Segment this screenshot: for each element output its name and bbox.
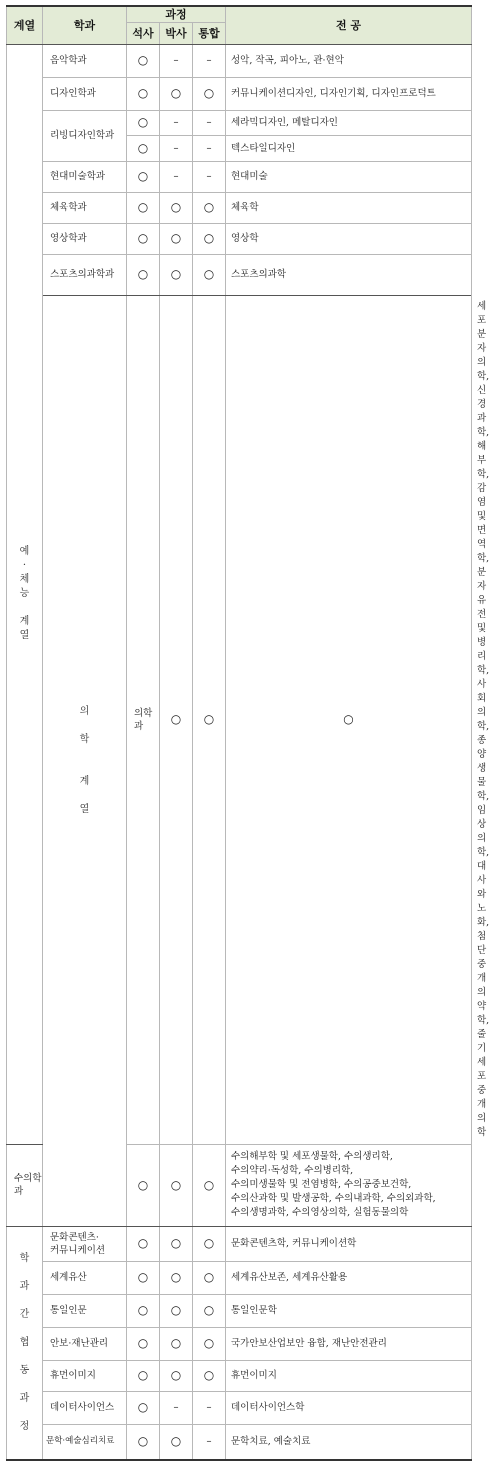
masters-mark: ○ [127, 1261, 160, 1294]
major-line: 수의미생물학 및 전염병학, 수의공중보건학, [231, 1179, 412, 1190]
category-spacer [7, 1350, 42, 1364]
major-cell: 휴먼이미지 [226, 1360, 472, 1391]
integrated-mark: – [193, 1424, 226, 1460]
category-char: 동 [19, 1364, 30, 1376]
doctoral-mark: – [160, 110, 193, 135]
masters-mark: ○ [127, 1226, 160, 1261]
category-medical [43, 295, 127, 1226]
integrated-mark: ○ [193, 1261, 226, 1294]
category-char: 의 [79, 705, 90, 717]
major-cell: 문화콘텐츠학, 커뮤니케이션학 [226, 1226, 472, 1261]
dept-cell: 리빙디자인학과 [43, 110, 127, 161]
integrated-mark: – [193, 1391, 226, 1424]
major-cell: 텍스타일디자인 [226, 135, 472, 161]
category-interdisciplinary [7, 1226, 43, 1460]
category-char: 체 [19, 574, 30, 585]
category-char: 열 [19, 630, 30, 641]
doctoral-mark: ○ [160, 1144, 193, 1226]
major-cell: 국가안보산업보안 융합, 재난안전관리 [226, 1327, 472, 1360]
category-char: 학 [79, 733, 90, 745]
category-spacer [43, 719, 126, 733]
category-char: 열 [79, 803, 90, 815]
doctoral-mark: ○ [160, 1360, 193, 1391]
category-char: · [22, 560, 27, 571]
integrated-mark: – [193, 161, 226, 192]
header-course: 과정 [127, 6, 226, 22]
dept-cell: 휴먼이미지 [43, 1360, 127, 1391]
major-line: 수의산과학 및 발생공학, 수의내과학, 수의외과학, [231, 1193, 436, 1204]
category-spacer [43, 761, 126, 775]
category-char: 능 [19, 588, 30, 599]
major-line: 수의해부학 및 세포생물학, 수의생리학, [231, 1151, 393, 1162]
category-char: 과 [19, 1280, 30, 1292]
program-table: 계열 학과 과정 전 공 석사 박사 통합 예 · 체 능 계 열 음악학과 ○ – – 성악, 작곡, 피아노, 관·현악 디자인학과 ○ ○ ○ 커뮤니케이션디자인, 디자인기획, 디자인프로덕트 리빙디자인학과 ○ – – 세라믹디자인, 메탈디자인 ○ – – 텍스타일디자인 현대미술학과 ○ – – 현대미술 체육학과 ○ ○ ○ 체육학 영상학과 ○ ○ ○ 영상학 스포츠의과학과 ○ ○ ○ 스포츠의과학 의 학 계 열 의학과 ○ ○ ○ 세포분자의학, 신경과학, 해부학, 감염및면역학, 분자유전및병리학, 사회의학, 종양생물학, 임상의학, 대사와 노화, 첨단중개 의약학, 줄기세포 중개의학 수의학과 ○ ○ ○ 수의해부학 및 세포생물학, 수의생리학, 수의약리·독성학, 수의병리학, 수의미생물학 및 전염병학, 수의공중보건학, 수의산과학 및 발생공학, 수의내과학, 수의외과학, 수의생명과학, 수의영상의학, 실험동물의학 학 과 간 협 동 과 정 문화콘텐츠· 커뮤니케이션 ○ ○ ○ 문화콘텐츠학, 커뮤니케이션학 세계유산 ○ ○ ○ 세계유산보존, 세계유산활용 통일인문 ○ ○ ○ 통일인문학 안보·재난관리 ○ ○ ○ 국가안보산업보안 융합, 재난안전관리 휴먼이미지 ○ ○ ○ 휴먼이미지 데이터사이언스 ○ – – 데이터사이언스학 문학·예술심리치료 ○ ○ – 문학치료, 예술치료 [6, 5, 472, 1461]
doctoral-mark: ○ [160, 254, 193, 295]
major-cell: 영상학 [226, 223, 472, 254]
dept-line: 문화콘텐츠· [50, 1231, 99, 1243]
integrated-mark: ○ [193, 1294, 226, 1327]
integrated-mark: ○ [193, 1360, 226, 1391]
header-category: 계열 [7, 6, 43, 44]
category-arts [7, 44, 43, 1144]
doctoral-mark: ○ [160, 1327, 193, 1360]
masters-mark: ○ [127, 110, 160, 135]
major-cell: 현대미술 [226, 161, 472, 192]
dept-cell [43, 1226, 127, 1261]
header-doctoral: 박사 [160, 22, 193, 44]
category-spacer [43, 789, 126, 803]
masters-mark: ○ [127, 1391, 160, 1424]
masters-mark: ○ [127, 1327, 160, 1360]
doctoral-mark: ○ [160, 1261, 193, 1294]
major-cell: 세계유산보존, 세계유산활용 [226, 1261, 472, 1294]
header-dept: 학과 [43, 6, 127, 44]
masters-mark: ○ [127, 161, 160, 192]
category-spacer [7, 1406, 42, 1420]
integrated-mark: ○ [193, 1144, 226, 1226]
category-char: 협 [19, 1336, 30, 1348]
doctoral-mark: – [160, 161, 193, 192]
doctoral-mark: ○ [160, 192, 193, 223]
masters-mark: ○ [127, 1294, 160, 1327]
masters-mark: ○ [127, 1144, 160, 1226]
major-cell: 성악, 작곡, 피아노, 관·현악 [226, 44, 472, 77]
category-char: 간 [19, 1308, 30, 1320]
doctoral-mark: ○ [160, 223, 193, 254]
category-spacer [7, 1266, 42, 1280]
doctoral-mark: ○ [160, 77, 193, 110]
dept-cell: 안보·재난관리 [43, 1327, 127, 1360]
doctoral-mark: – [160, 44, 193, 77]
category-char: 과 [19, 1392, 30, 1404]
integrated-mark: ○ [193, 77, 226, 110]
masters-mark: ○ [160, 295, 193, 1144]
masters-mark: ○ [127, 77, 160, 110]
doctoral-mark: ○ [160, 1424, 193, 1460]
header-masters: 석사 [127, 22, 160, 44]
dept-cell: 음악학과 [43, 44, 127, 77]
integrated-mark: ○ [193, 1327, 226, 1360]
category-char: 계 [79, 775, 90, 787]
doctoral-mark: ○ [160, 1294, 193, 1327]
category-char: 계 [19, 616, 30, 627]
header-major: 전 공 [226, 6, 472, 44]
dept-cell: 세계유산 [43, 1261, 127, 1294]
dept-cell: 디자인학과 [43, 77, 127, 110]
category-spacer [43, 747, 126, 761]
category-spacer [7, 1378, 42, 1392]
category-spacer [7, 1294, 42, 1308]
doctoral-mark: ○ [160, 1226, 193, 1261]
dept-cell: 체육학과 [43, 192, 127, 223]
masters-mark: ○ [127, 254, 160, 295]
dept-cell: 의학과 [127, 295, 160, 1144]
integrated-mark: ○ [226, 295, 472, 1144]
dept-cell: 영상학과 [43, 223, 127, 254]
major-cell: 커뮤니케이션디자인, 디자인기획, 디자인프로덕트 [226, 77, 472, 110]
doctoral-mark: – [160, 1391, 193, 1424]
masters-mark: ○ [127, 223, 160, 254]
masters-mark: ○ [127, 44, 160, 77]
integrated-mark: ○ [193, 254, 226, 295]
masters-mark: ○ [127, 135, 160, 161]
integrated-mark: ○ [193, 1226, 226, 1261]
dept-cell: 문학·예술심리치료 [43, 1424, 127, 1460]
dept-cell: 통일인문 [43, 1294, 127, 1327]
major-cell: 데이터사이언스학 [226, 1391, 472, 1424]
major-cell: 통일인문학 [226, 1294, 472, 1327]
header-integrated: 통합 [193, 22, 226, 44]
category-spacer [7, 1322, 42, 1336]
integrated-mark: – [193, 44, 226, 77]
category-spacer [7, 601, 42, 615]
category-char: 정 [19, 1420, 30, 1432]
major-cell: 문학치료, 예술치료 [226, 1424, 472, 1460]
masters-mark: ○ [127, 1424, 160, 1460]
masters-mark: ○ [127, 192, 160, 223]
category-char: 예 [19, 546, 30, 557]
major-line: 수의약리·독성학, 수의병리학, [231, 1165, 354, 1176]
major-cell [226, 1144, 472, 1226]
dept-cell: 데이터사이언스 [43, 1391, 127, 1424]
major-line: 수의생명과학, 수의영상의학, 실험동물의학 [231, 1207, 409, 1218]
integrated-mark: ○ [193, 223, 226, 254]
integrated-mark: ○ [193, 192, 226, 223]
dept-cell: 현대미술학과 [43, 161, 127, 192]
dept-line: 커뮤니케이션 [50, 1244, 106, 1256]
major-cell: 세라믹디자인, 메탈디자인 [226, 110, 472, 135]
integrated-mark: – [193, 135, 226, 161]
dept-cell: 스포츠의과학과 [43, 254, 127, 295]
category-char: 학 [19, 1252, 30, 1264]
integrated-mark: – [193, 110, 226, 135]
doctoral-mark: – [160, 135, 193, 161]
major-cell: 스포츠의과학 [226, 254, 472, 295]
masters-mark: ○ [127, 1360, 160, 1391]
dept-cell: 수의학과 [7, 1144, 43, 1226]
major-cell: 체육학 [226, 192, 472, 223]
doctoral-mark: ○ [193, 295, 226, 1144]
